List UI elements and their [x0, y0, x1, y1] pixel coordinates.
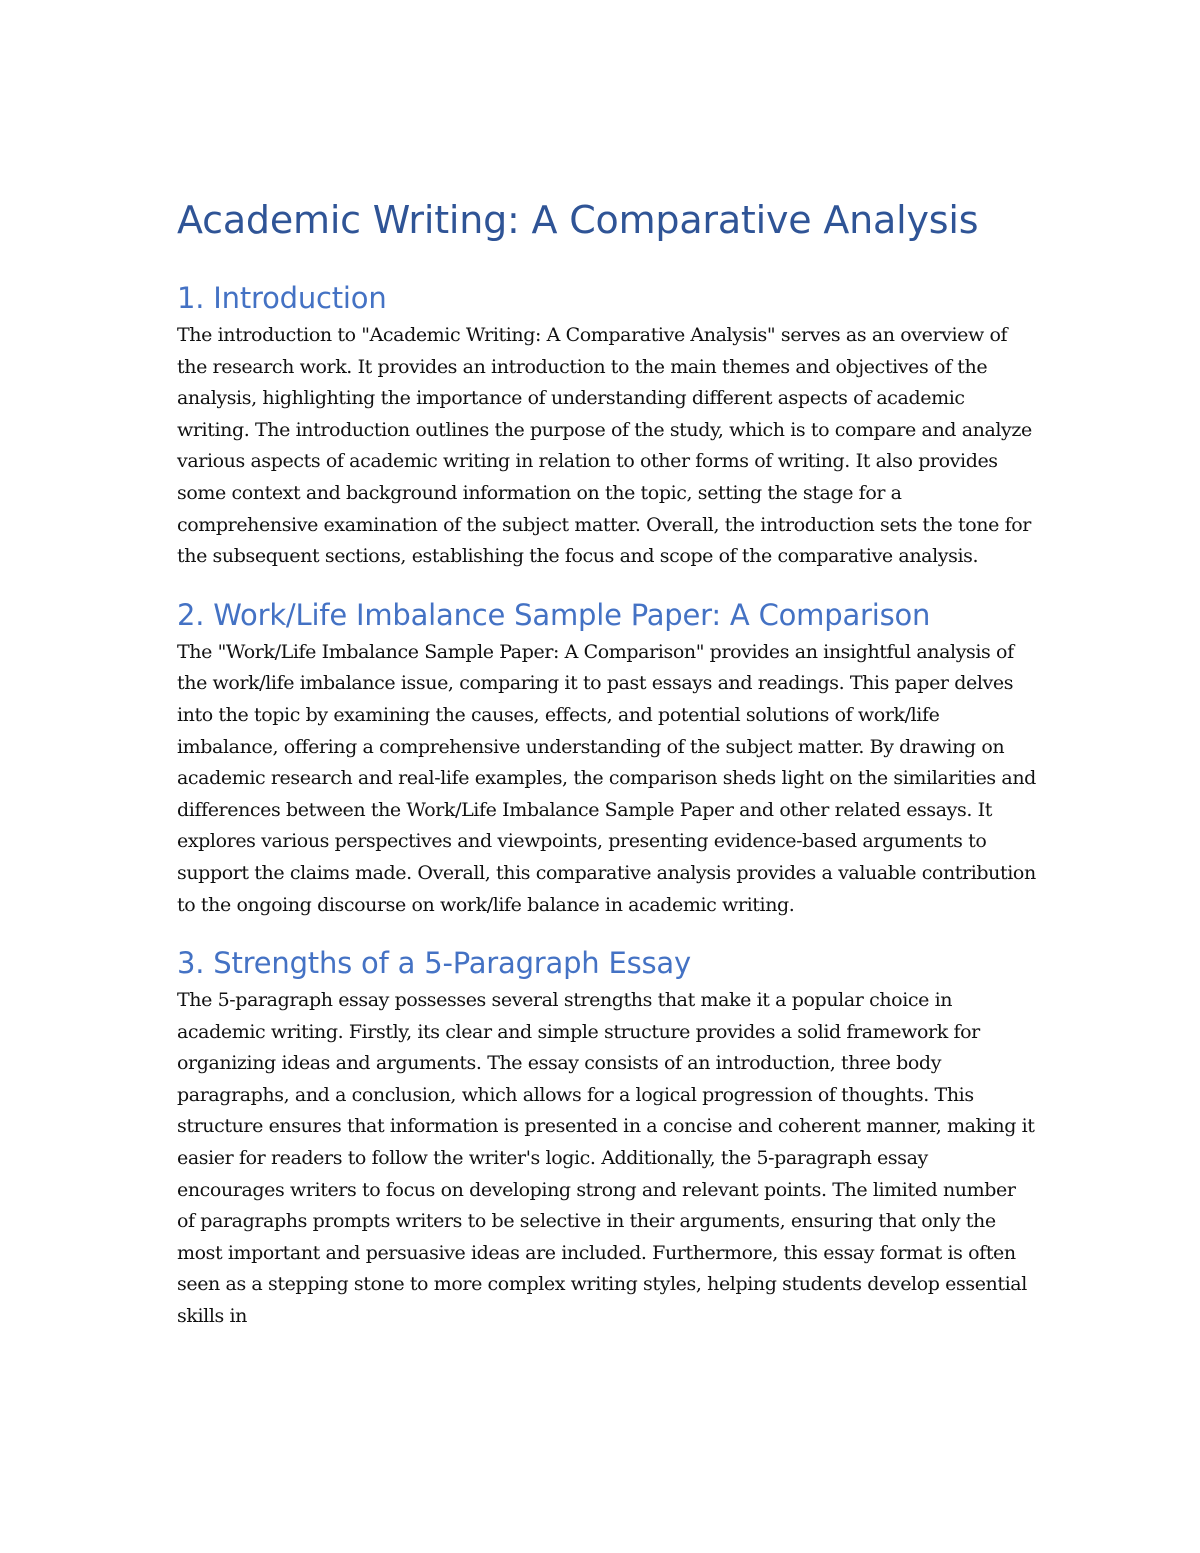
- section-body: The "Work/Life Imbalance Sample Paper: A Comparison" provides an insightful analysis of the work/life imbalance issue, comparing it to past essays and readings. This paper delves into the topic by examining the causes, effects, and potential solutions of work/life imbalance, offering a comprehensive understanding of the subject matter. By drawing on academic research and real-life examples, the comparison sheds light on the similarities and differences between the Work/Life Imbalance Sample Paper and other related essays. It explores various perspectives and viewpoints, presenting evidence-based arguments to support the claims made. Overall, this comparative analysis provides a valuable contribution to the ongoing discourse on work/life balance in academic writing.: [177, 640, 1036, 916]
- section-body: The 5-paragraph essay possesses several strengths that make it a popular choice in academic writing. Firstly, its clear and simple structure provides a solid framework for organizing ideas and arguments. The essay consists of an introduction, three body paragraphs, and a conclusion, which allows for a logical progression of thoughts. This structure ensures that information is presented in a concise and coherent manner, making it easier for readers to follow the writer's logic. Additionally, the 5-paragraph essay encourages writers to focus on developing strong and relevant points. The limited number of paragraphs prompts writers to be selective in their arguments, ensuring that only the most important and persuasive ideas are included. Furthermore, this essay format is often seen as a stepping stone to more complex writing styles, helping students develop essential skills in: [177, 989, 1035, 1328]
- section-work-life-imbalance: [177, 595, 1037, 921]
- section-heading: 1. Introduction: [177, 281, 387, 315]
- section-strengths-5-paragraph-essay: [177, 943, 1037, 1333]
- document-page: [177, 192, 1037, 1355]
- section-heading: 2. Work/Life Imbalance Sample Paper: A Comparison: [177, 597, 931, 632]
- section-heading: 3. Strengths of a 5-Paragraph Essay: [177, 946, 691, 981]
- section-introduction: [177, 278, 1037, 573]
- document-title: Academic Writing: A Comparative Analysis: [177, 198, 979, 242]
- section-body: The introduction to "Academic Writing: A Comparative Analysis" serves as an overview of the research work. It provides an introduction to the main themes and objectives of the analysis, highlighting the importance of understanding different aspects of academic writing. The introduction outlines the purpose of the study, which is to compare and analyze various aspects of academic writing in relation to other forms of writing. It also provides some context and background information on the topic, setting the stage for a comprehensive examination of the subject matter. Overall, the introduction sets the tone for the subsequent sections, establishing the focus and scope of the comparative analysis.: [177, 324, 1032, 568]
